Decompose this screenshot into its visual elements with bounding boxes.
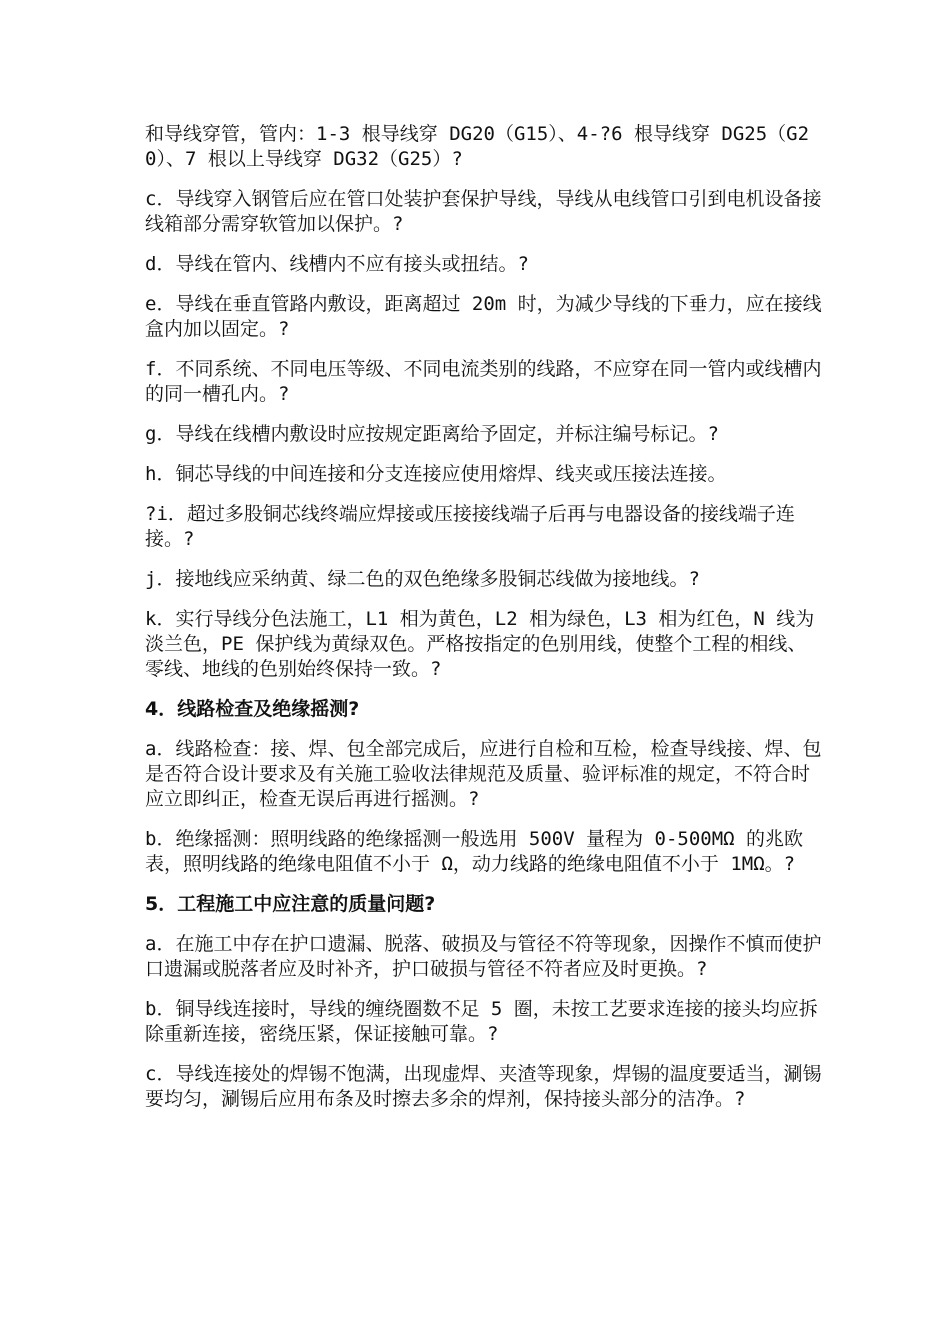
document-page xyxy=(145,122,825,1127)
paragraph-k: k．实行导线分色法施工，L1 相为黄色，L2 相为绿色，L3 相为红色，N 线为淡兰色，PE 保护线为黄绿双色。严格按指定的色别用线，使整个工程的相线、零线、地线的色别始终保持一致。? xyxy=(145,608,815,680)
paragraph-g: g．导线在线槽内敷设时应按规定距离给予固定，并标注编号标记。? xyxy=(145,423,719,445)
section-heading-5: 5．工程施工中应注意的质量问题? xyxy=(145,893,436,915)
section4-paragraph-b: b．绝缘摇测：照明线路的绝缘摇测一般选用 500V 量程为 0-500MΩ 的兆欧表，照明线路的绝缘电阻值不小于 Ω，动力线路的绝缘电阻值不小于 1MΩ。? xyxy=(145,828,804,875)
section5-paragraph-a: a．在施工中存在护口遗漏、脱落、破损及与管径不符等现象，因操作不慎而使护口遗漏或脱落者应及时补齐，护口破损与管径不符者应及时更换。? xyxy=(145,933,822,980)
paragraph-e: e．导线在垂直管路内敷设，距离超过 20m 时，为减少导线的下垂力，应在接线盒内加以固定。? xyxy=(145,293,822,340)
section-heading-4: 4．线路检查及绝缘摇测? xyxy=(145,698,360,720)
paragraph-conduit-sizes: 和导线穿管，管内：1-3 根导线穿 DG20（G15）、4-?6 根导线穿 DG25（G20）、7 根以上导线穿 DG32（G25）? xyxy=(145,123,810,170)
paragraph-d: d．导线在管内、线槽内不应有接头或扭结。? xyxy=(145,253,529,275)
paragraph-i: ?i．超过多股铜芯线终端应焊接或压接接线端子后再与电器设备的接线端子连接。? xyxy=(145,503,795,550)
paragraph-f: f．不同系统、不同电压等级、不同电流类别的线路，不应穿在同一管内或线槽内的同一槽孔内。? xyxy=(145,358,822,405)
section5-paragraph-c: c．导线连接处的焊锡不饱满，出现虚焊、夹渣等现象，焊锡的温度要适当，涮锡要均匀，涮锡后应用布条及时擦去多余的焊剂，保持接头部分的洁净。? xyxy=(145,1063,822,1110)
paragraph-j: j．接地线应采纳黄、绿二色的双色绝缘多股铜芯线做为接地线。? xyxy=(145,568,700,590)
paragraph-h: h．铜芯导线的中间连接和分支连接应使用熔焊、线夹或压接法连接。 xyxy=(145,463,727,485)
section4-paragraph-a: a．线路检查：接、焊、包全部完成后，应进行自检和互检，检查导线接、焊、包是否符合设计要求及有关施工验收法律规范及质量、验评标准的规定，不符合时应立即纠正，检查无误后再进行摇测。? xyxy=(145,738,822,810)
paragraph-c: c．导线穿入钢管后应在管口处装护套保护导线，导线从电线管口引到电机设备接线箱部分需穿软管加以保护。? xyxy=(145,188,822,235)
section5-paragraph-b: b．铜导线连接时，导线的缠绕圈数不足 5 圈，未按工艺要求连接的接头均应拆除重新连接，密绕压紧，保证接触可靠。? xyxy=(145,998,818,1045)
